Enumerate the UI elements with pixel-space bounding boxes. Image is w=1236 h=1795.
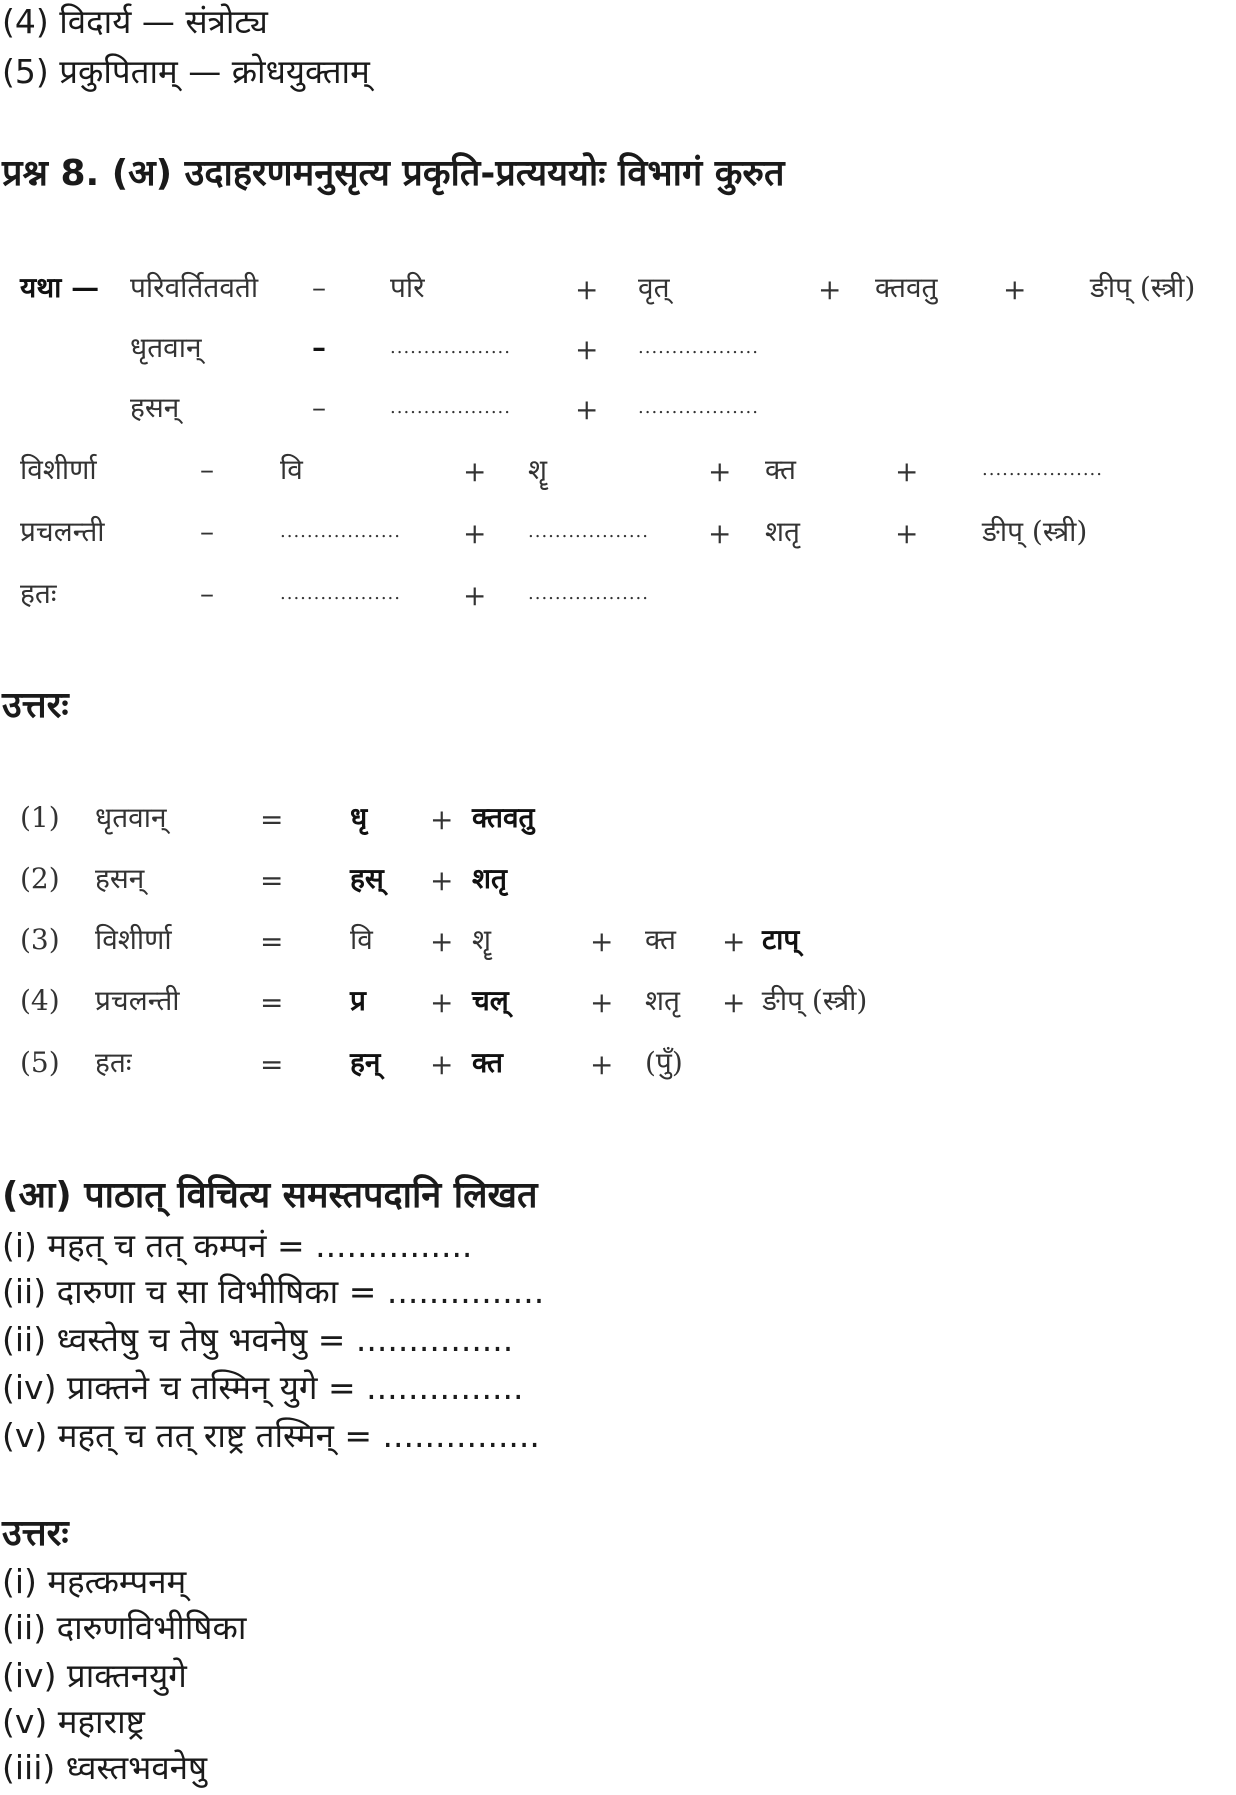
table-cell: + (463, 579, 487, 612)
answer-part: हस् (350, 862, 384, 895)
table-cell: + (575, 393, 599, 426)
answer-part: शॄ (472, 923, 492, 956)
table-cell: हसन् (130, 391, 180, 424)
table-cell: .................. (638, 397, 759, 418)
table-cell: ङीप् (स्त्री) (982, 515, 1088, 548)
answer-number: (4) (20, 984, 60, 1017)
part-b-item: (iv) प्राक्तने च तस्मिन् युगे = ............... (2, 1368, 524, 1407)
answer-number: (5) (20, 1046, 60, 1079)
table-cell: + (895, 517, 919, 550)
answer-number: (2) (20, 862, 60, 895)
table-cell: क्त (765, 453, 796, 486)
answer-equals: = (260, 803, 284, 836)
table-cell: + (708, 517, 732, 550)
table-cell: क्तवतु (875, 271, 938, 304)
answer-number: (3) (20, 923, 60, 956)
answer-part: क्त (472, 1046, 503, 1079)
table-cell: .................. (390, 397, 511, 418)
answer-label: उत्तरः (2, 685, 69, 726)
table-cell: – (312, 331, 326, 364)
answer-part: चल् (472, 984, 509, 1017)
table-cell: विशीर्णा (20, 453, 97, 486)
table-cell: प्रचलन्ती (20, 515, 105, 548)
part-b-item: (i) महत् च तत् कम्पनं = ............... (2, 1226, 473, 1265)
answer-word: प्रचलन्ती (95, 984, 180, 1017)
intro-line-2: (5) प्रकुपिताम् — क्रोधयुक्ताम् (2, 52, 370, 91)
table-cell: – (312, 391, 326, 424)
answer-plus: + (430, 864, 454, 897)
table-cell: .................. (528, 521, 649, 542)
answer-plus: + (430, 986, 454, 1019)
answer-part: शतृ (645, 984, 681, 1017)
table-cell: – (200, 577, 214, 610)
answer-plus: + (430, 925, 454, 958)
answer-plus: + (430, 1048, 454, 1081)
table-cell: + (818, 273, 842, 306)
table-cell: + (895, 455, 919, 488)
answer-plus: + (722, 925, 746, 958)
answer-part: टाप् (762, 923, 800, 956)
table-cell: शतृ (765, 515, 801, 548)
answer-part: हन् (350, 1046, 381, 1079)
table-cell: – (312, 271, 326, 304)
table-cell: + (463, 455, 487, 488)
part-b-answer: (ii) दारुणविभीषिका (2, 1608, 247, 1647)
table-cell: + (575, 333, 599, 366)
table-cell: परिवर्तितवती (130, 271, 259, 304)
table-cell: हतः (20, 577, 57, 610)
part-b-item: (ii) ध्वस्तेषु च तेषु भवनेषु = ............... (2, 1320, 514, 1359)
part-b-answer: (iii) ध्वस्तभवनेषु (2, 1748, 208, 1787)
part-b-answer-label: उत्तरः (2, 1513, 69, 1554)
table-cell: – (200, 515, 214, 548)
answer-part: (पुँ) (645, 1046, 683, 1079)
intro-line-1: (4) विदार्य — संत्रोट्य (2, 2, 268, 41)
answer-part: क्तवतु (472, 801, 535, 834)
part-b-item: (v) महत् च तत् राष्ट्र तस्मिन् = ............... (2, 1416, 540, 1455)
answer-part: धृ (350, 801, 368, 834)
table-cell: + (1003, 273, 1027, 306)
answer-number: (1) (20, 801, 60, 834)
part-b-item: (ii) दारुणा च सा विभीषिका = ............... (2, 1272, 545, 1311)
part-b-heading: (आ) पाठात् विचित्य समस्तपदानि लिखत (2, 1175, 538, 1216)
table-cell: परि (390, 271, 425, 304)
question-8-heading: प्रश्न 8. (अ) उदाहरणमनुसृत्य प्रकृति-प्रत्यययोः विभागं कुरुत (2, 153, 785, 194)
table-cell: .................. (638, 337, 759, 358)
answer-equals: = (260, 1048, 284, 1081)
answer-equals: = (260, 925, 284, 958)
answer-plus: + (430, 803, 454, 836)
answer-plus: + (590, 986, 614, 1019)
answer-part: शतृ (472, 862, 508, 895)
table-cell: + (463, 517, 487, 550)
answer-part: वि (350, 923, 373, 956)
answer-part: क्त (645, 923, 676, 956)
table-cell: धृतवान् (130, 331, 202, 364)
answer-part: प्र (350, 984, 366, 1017)
table-cell: .................. (982, 459, 1103, 480)
table-cell: + (708, 455, 732, 488)
answer-word: हतः (95, 1046, 132, 1079)
answer-part: ङीप् (स्त्री) (762, 984, 868, 1017)
example-label: यथा — (20, 271, 100, 304)
answer-plus: + (722, 986, 746, 1019)
table-cell: .................. (528, 583, 649, 604)
answer-word: हसन् (95, 862, 145, 895)
table-cell: .................. (280, 583, 401, 604)
answer-equals: = (260, 864, 284, 897)
table-cell: + (575, 273, 599, 306)
table-cell: ङीप् (स्त्री) (1090, 271, 1196, 304)
table-cell: वि (280, 453, 303, 486)
part-b-answer: (iv) प्राक्तनयुगे (2, 1656, 187, 1695)
answer-word: विशीर्णा (95, 923, 172, 956)
part-b-answer: (i) महत्कम्पनम् (2, 1562, 187, 1601)
answer-equals: = (260, 986, 284, 1019)
table-cell: .................. (280, 521, 401, 542)
answer-plus: + (590, 925, 614, 958)
table-cell: वृत् (638, 271, 670, 304)
answer-word: धृतवान् (95, 801, 167, 834)
table-cell: .................. (390, 337, 511, 358)
part-b-answer: (v) महाराष्ट्र (2, 1702, 145, 1741)
answer-plus: + (590, 1048, 614, 1081)
table-cell: शॄ (528, 453, 548, 486)
table-cell: – (200, 453, 214, 486)
